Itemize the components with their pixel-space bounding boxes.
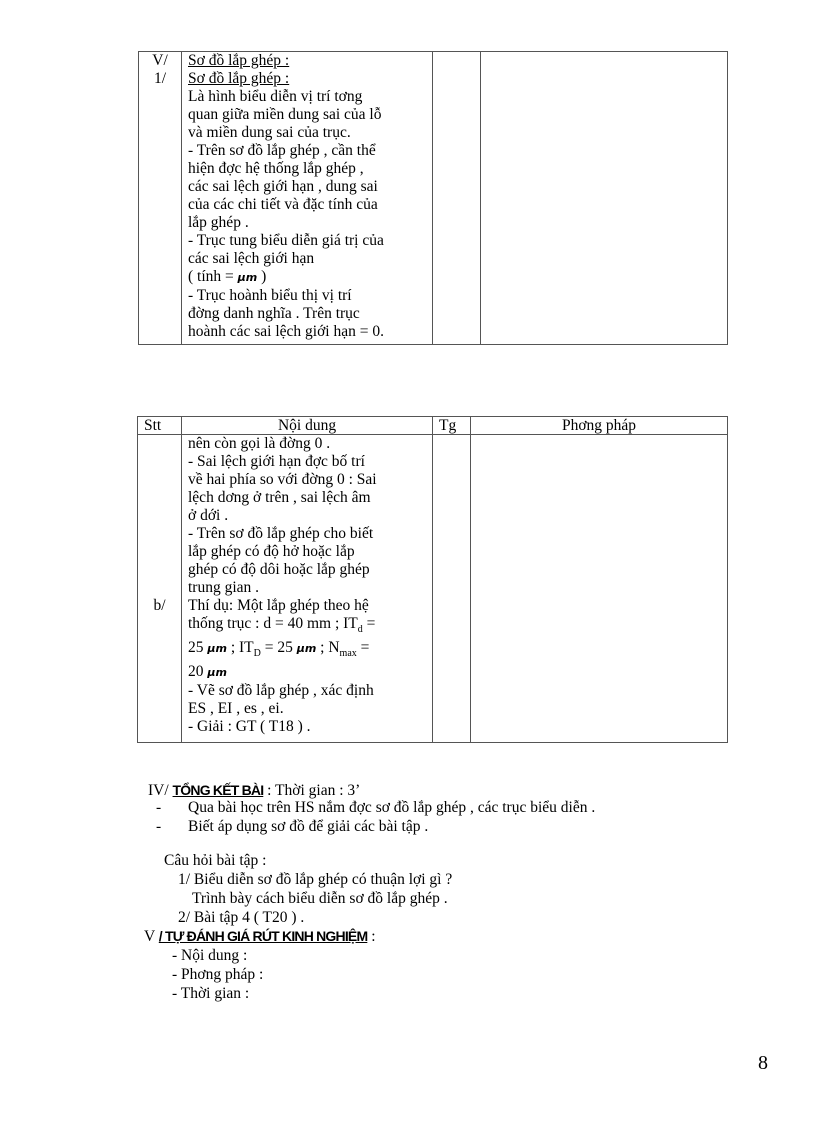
stt-label: b/ [153, 597, 166, 614]
content-line: lắp ghép . [188, 214, 249, 231]
summary-section [144, 781, 596, 1003]
content-line: đờng danh nghĩa . Trên trục [188, 305, 360, 322]
stt-cell [138, 435, 182, 743]
content-line: ghép có độ dôi hoặc lắp ghép [188, 561, 370, 578]
review-item: - Phơng pháp : [172, 966, 264, 983]
content-line: và miền dung sai của trục. [188, 124, 351, 141]
content-line: các sai lệch giới hạn [188, 250, 315, 267]
content-line: của các chi tiết và đặc tính của [188, 196, 378, 213]
review-item: - Thời gian : [172, 985, 250, 1002]
header-time: Tg [433, 417, 471, 435]
summary-title: TỔNG KẾT BÀI [172, 782, 264, 798]
content-line: ở dới . [188, 507, 229, 524]
content-line [188, 615, 426, 639]
content-line: - Trên sơ đồ lắp ghép cho biết [188, 525, 374, 542]
method-cell [481, 52, 728, 345]
question-item: Trình bày cách biểu diễn sơ đồ lắp ghép . [192, 890, 448, 907]
content-line: - Trên sơ đồ lắp ghép , cần thể [188, 142, 376, 159]
review-heading [144, 927, 595, 946]
stt-label: V/ [152, 52, 168, 69]
header-stt: Stt [138, 417, 182, 435]
subscript: d [357, 624, 363, 636]
content-line: về hai phía so với đờng 0 : Sai [188, 471, 377, 488]
bullet-mark: - [156, 818, 162, 835]
micrometer-symbol: μm [237, 271, 258, 284]
micrometer-symbol: μm [207, 642, 227, 656]
micrometer-symbol: μm [296, 642, 317, 656]
question-item: 2/ Bài tập 4 ( T20 ) . [178, 909, 305, 926]
questions-label: Câu hỏi bài tập : [164, 852, 267, 869]
stt-label: 1/ [153, 70, 167, 87]
review-title: / TỰ ĐÁNH GIÁ RÚT KINH NGHIỆM [158, 928, 368, 944]
content-line: lệch dơng ở trên , sai lệch âm [188, 489, 371, 506]
bullet-text: Qua bài học trên HS nắm đợc sơ đồ lắp ghép , các trục biểu diễn . [188, 799, 596, 816]
content-text: 25 [188, 639, 208, 657]
content-line: - Giải : GT ( T18 ) . [188, 718, 311, 736]
summary-prefix: IV/ [148, 782, 173, 799]
subscript: max [339, 648, 357, 660]
content-text: = [362, 615, 376, 632]
page-number: 8 [758, 1052, 768, 1074]
time-cell [433, 52, 481, 345]
summary-bullet [148, 798, 595, 817]
content-line: - Sai lệch giới hạn đợc bố trí [188, 453, 365, 470]
content-line: - Vẽ sơ đồ lắp ghép , xác định [188, 682, 374, 700]
content-line: Thí dụ: Một lắp ghép theo hệ [188, 597, 369, 614]
content-line: - Trục tung biểu diễn giá trị của [188, 232, 384, 249]
lesson-table-1 [138, 51, 728, 345]
review-prefix: V [144, 928, 159, 945]
subsection-heading: Sơ đồ lắp ghép : [188, 70, 290, 87]
content-text: = [356, 639, 370, 657]
content-line [188, 268, 426, 287]
summary-time: : Thời gian : 3’ [263, 782, 361, 799]
review-colon: : [367, 928, 376, 945]
content-text: ( tính = [188, 268, 238, 285]
review-item: - Nội dung : [172, 947, 248, 964]
content-text: = 25 [260, 639, 297, 657]
summary-bullet [148, 817, 595, 836]
content-line: Là hình biểu diễn vị trí tơng [188, 88, 363, 105]
content-line: lắp ghép có độ hở hoặc lắp [188, 543, 355, 560]
content-line: hiện đợc hệ thống lắp ghép , [188, 160, 364, 177]
content-cell [182, 52, 433, 345]
content-line: - Trục hoành biểu thị vị trí [188, 287, 352, 304]
content-line: các sai lệch giới hạn , dung sai [188, 178, 378, 195]
header-content: Nội dung [182, 417, 433, 435]
content-text: ; N [316, 639, 340, 657]
content-text: thống trục : d = 40 mm ; IT [188, 615, 358, 632]
content-text: 20 [188, 663, 208, 681]
content-line: quan giữa miền dung sai của lỗ [188, 106, 382, 123]
micrometer-symbol: μm [207, 666, 227, 680]
time-cell [433, 435, 471, 743]
content-text: ; IT [226, 639, 254, 657]
question-item: 1/ Biểu diễn sơ đồ lắp ghép có thuận lợi gì ? [178, 871, 453, 888]
table-header-row [138, 417, 728, 435]
content-line: hoành các sai lệch giới hạn = 0. [188, 323, 384, 340]
subscript: D [253, 648, 261, 660]
content-cell [182, 435, 433, 743]
bullet-mark: - [156, 799, 162, 816]
content-text: ) [257, 268, 267, 285]
stt-cell [139, 52, 182, 345]
content-line [188, 663, 426, 682]
content-line: trung gian . [188, 579, 260, 596]
method-cell [471, 435, 728, 743]
bullet-text: Biết áp dụng sơ đồ để giải các bài tập . [188, 818, 429, 835]
content-line: nên còn gọi là đờng 0 . [188, 435, 331, 452]
content-line: ES , EI , es , ei. [188, 700, 284, 718]
lesson-table-2 [137, 416, 728, 743]
content-line [188, 639, 426, 663]
header-method: Phơng pháp [471, 417, 728, 435]
section-heading: Sơ đồ lắp ghép : [188, 52, 290, 69]
